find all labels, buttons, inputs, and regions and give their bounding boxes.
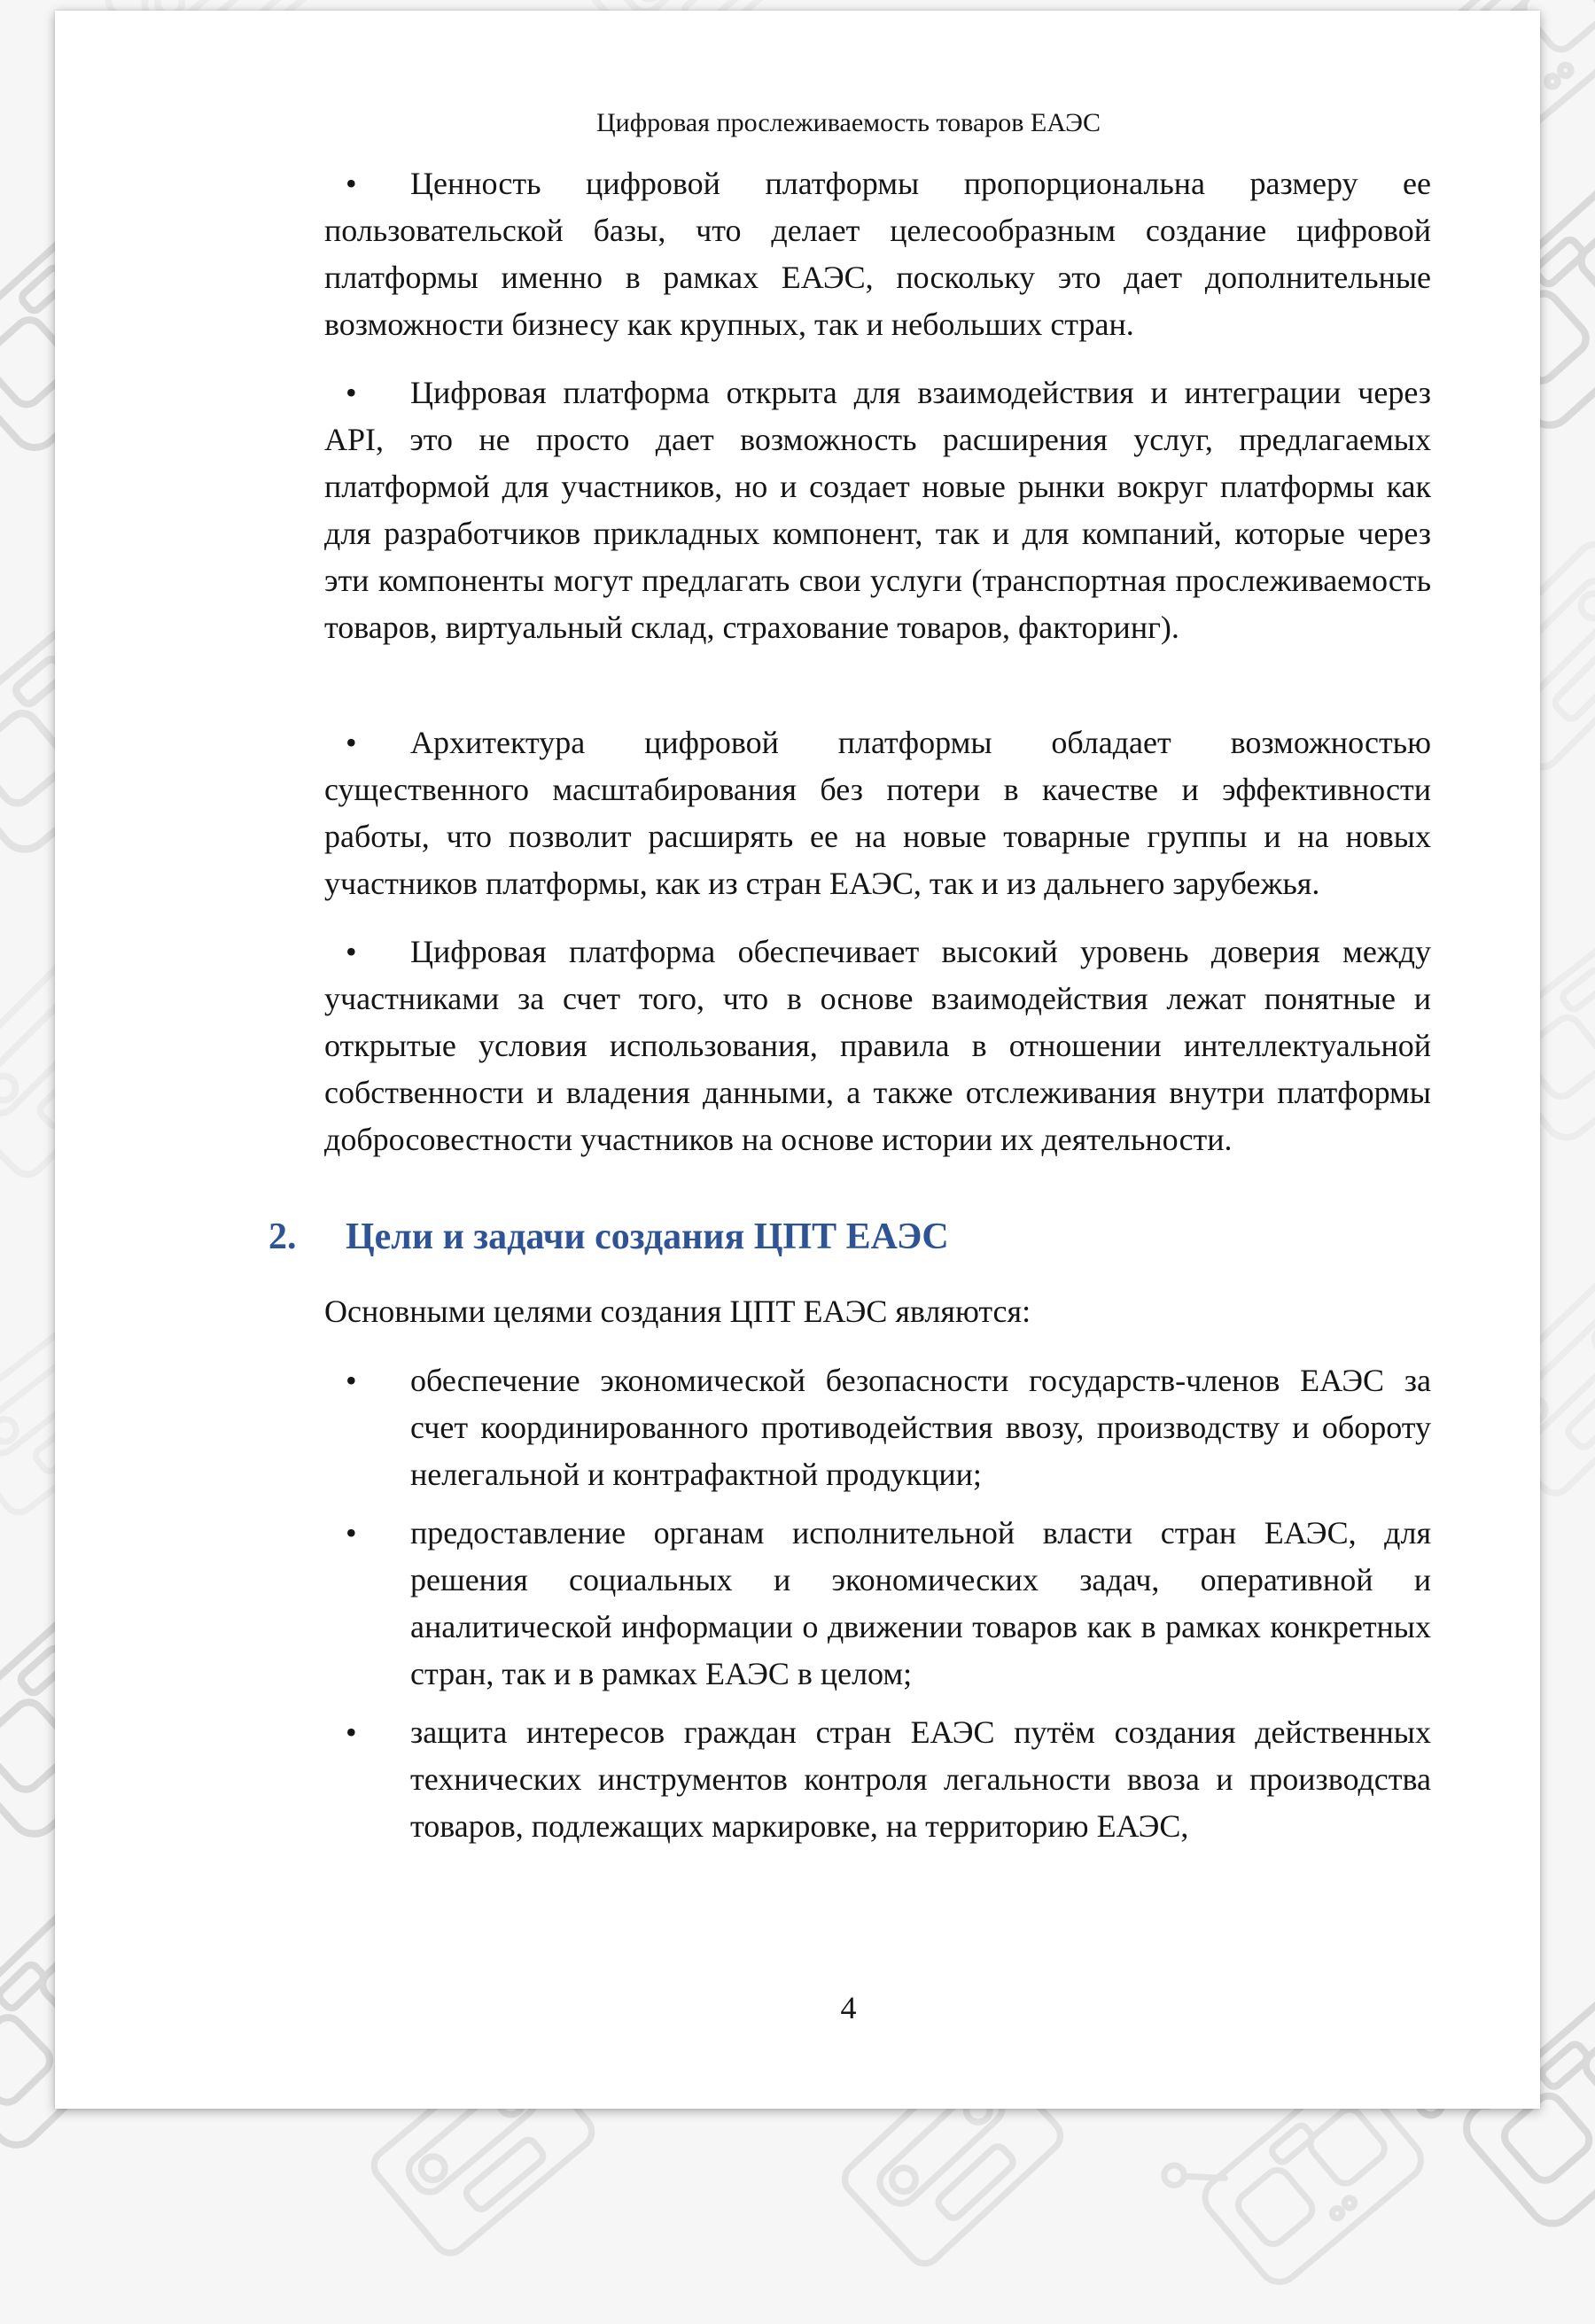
bullet-marker: • (346, 934, 357, 969)
bullet-marker: • (346, 725, 357, 760)
running-header: Цифровая прослеживаемость товаров ЕАЭС (596, 108, 1101, 137)
section-number: 2. (268, 1216, 297, 1257)
bullet-marker: • (346, 1714, 357, 1750)
goal-bullet-paragraph (346, 1709, 1431, 1850)
paragraph-text: защита интересов граждан стран ЕАЭС путём создания действенных технических инструментов контроля легальности ввоза и производства товаров, подлежащих маркировке, на территорию ЕАЭС, (410, 1714, 1431, 1844)
paragraph-text: Ценность цифровой платформы пропорциональна размеру ее пользовательской базы, что делает целесообразным создание цифровой платформы именно в рамках ЕАЭС, поскольку это дает дополнительные возможности бизнесу как крупных, так и небольших стран. (324, 166, 1431, 342)
bullet-marker: • (346, 375, 357, 410)
advantage-bullet-paragraph (324, 160, 1431, 348)
section-intro-paragraph: Основными целями создания ЦПТ ЕАЭС являются: (324, 1294, 1031, 1329)
document-page (55, 11, 1540, 2109)
bullet-marker: • (346, 1363, 357, 1398)
paragraph-text: Архитектура цифровой платформы обладает возможностью существенного масштабирования без потери в качестве и эффективности работы, что позволит расширять ее на новые товарные группы и на новых участников платформы, как из стран ЕАЭС, так и из дальнего зарубежья. (324, 725, 1431, 901)
section-heading (268, 1214, 1438, 1261)
paragraph-text: предоставление органам исполнительной власти стран ЕАЭС, для решения социальных и экономических задач, оперативной и аналитической информации о движении товаров как в рамках конкретных стран, так и в рамках ЕАЭС в целом; (410, 1515, 1431, 1691)
bullet-marker: • (346, 166, 357, 201)
section-title: Цели и задачи создания ЦПТ ЕАЭС (346, 1216, 949, 1257)
paragraph-text: Цифровая платформа открыта для взаимодействия и интеграции через API, это не просто дает возможность расширения услуг, предлагаемых платформой для участников, но и создает новые рынки вокруг платформы как для разработчиков прикладных компонент, так и для компаний, которые через эти компоненты могут предлагать свои услуги (транспортная прослеживаемость товаров, виртуальный склад, страхование товаров, факторинг). (324, 375, 1431, 645)
paragraph-text: Цифровая платформа обеспечивает высокий уровень доверия между участниками за счет того, что в основе взаимодействия лежат понятные и открытые условия использования, правила в отношении интеллектуальной собственности и владения данными, а также отслеживания внутри платформы добросовестности участников на основе истории их деятельности. (324, 934, 1431, 1157)
advantage-bullet-paragraph (324, 369, 1431, 651)
advantage-bullet-paragraph (324, 929, 1431, 1163)
advantage-bullet-paragraph (324, 719, 1431, 907)
goal-bullet-paragraph (346, 1357, 1431, 1498)
paragraph-text: обеспечение экономической безопасности государств-членов ЕАЭС за счет координированного противодействия ввозу, производству и обороту нелегальной и контрафактной продукции; (410, 1363, 1431, 1492)
bullet-marker: • (346, 1515, 357, 1551)
page-number: 4 (840, 1990, 857, 2025)
goal-bullet-paragraph (346, 1510, 1431, 1698)
